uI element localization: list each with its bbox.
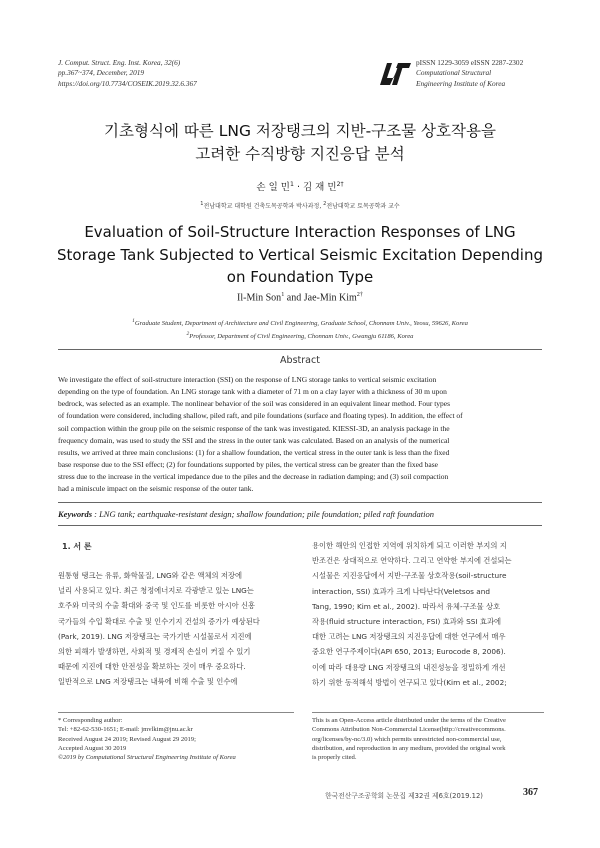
abstract-line: soil compaction within the group pile on the seismic response of the tank was investigated. KIESSI-3D, an analysis package in the bbox=[58, 423, 450, 433]
note-line: org/licenses/by-nc/3.0) which permits unrestricted non-commercial use, bbox=[312, 735, 502, 743]
society-line: Engineering Institute of Korea bbox=[416, 78, 506, 88]
author-separator: · bbox=[293, 182, 303, 193]
abstract-heading: Abstract bbox=[280, 355, 320, 366]
korean-title-line: 고려한 수직방향 지진응답 분석 bbox=[195, 145, 405, 163]
affiliation-sup: 1 bbox=[200, 201, 204, 207]
abstract-line: bedrock, was selected as an example. The nonlinear behavior of the soil was considered in an equivalent linear method. Four types bbox=[58, 399, 451, 409]
body-line: 하기 위한 동적해석 방법이 연구되고 있다(Kim et al., 2002; bbox=[312, 677, 507, 687]
body-line: 원통형 탱크는 유류, 화학물질, LNG와 같은 액체의 저장에 bbox=[58, 571, 243, 580]
abstract-body bbox=[58, 374, 542, 496]
body-line: 대한 고려는 LNG 저장탱크의 지진응답에 대한 연구에서 매우 bbox=[312, 632, 506, 642]
body-line: 이에 따라 대용량 LNG 저장탱크의 내진성능을 정밀하게 개선 bbox=[312, 662, 506, 672]
citation-line: J. Comput. Struct. Eng. Inst. Korea, 32(6) bbox=[58, 58, 181, 67]
license-note bbox=[312, 716, 544, 762]
author-sup: 2† bbox=[336, 180, 344, 188]
corresponding-note bbox=[58, 716, 294, 762]
abstract-top-rule bbox=[58, 349, 542, 350]
affiliation-text: 전남대학교 대학원 건축도목공학과 박사과정, bbox=[203, 203, 324, 210]
body-line: 용이한 해안의 인접한 지역에 위치하게 되고 이러한 부지의 지 bbox=[312, 541, 507, 550]
author-name: 손 일 민 bbox=[256, 182, 290, 193]
korean-affiliation bbox=[0, 201, 600, 210]
note-line: Commons Attribution Non-Commercial License(http://creativecommons. bbox=[312, 726, 506, 734]
footnote-rule-right bbox=[312, 712, 544, 713]
abstract-line: of foundation were considered, including shallow, piled raft, and pile foundations (surface and floating types). In addition, the effect of bbox=[58, 411, 463, 421]
author-name: Jae-Min Kim bbox=[303, 292, 357, 304]
author-name: Il-Min Son bbox=[237, 292, 282, 304]
korean-title bbox=[0, 120, 600, 166]
page-number: 367 bbox=[523, 787, 538, 798]
email-line[interactable]: Tel: +82-62-530-1651; E-mail: jmvlkim@jnu.ac.kr bbox=[58, 726, 193, 734]
affiliation-text: Graduate Student, Department of Architecture and Civil Engineering, Graduate School, Chonnam Univ., Yeosu, 59626, Korea bbox=[134, 320, 468, 328]
author-and: and bbox=[284, 292, 304, 304]
affiliation-line bbox=[0, 329, 600, 342]
body-line: 의한 피해가 발생하면, 사회적 및 경제적 손실이 커질 수 있기 bbox=[58, 647, 251, 657]
society-line: Computational Structural bbox=[416, 68, 492, 78]
body-line: 작용(fluid structure interaction, FSI) 효과와 SSI 효과에 bbox=[312, 617, 502, 627]
affiliation-sup: 1 bbox=[132, 318, 135, 324]
doi-link[interactable]: https://doi.org/10.7734/COSEIK.2019.32.6.367 bbox=[58, 78, 197, 88]
note-line: Received August 24 2019; Revised August 29 2019; bbox=[58, 735, 196, 743]
korean-authors bbox=[0, 179, 600, 193]
affiliation-text: Professor, Department of Civil Engineering, Chonnam Univ., Gwangju 61186, Korea bbox=[189, 333, 414, 341]
keywords-top-rule bbox=[58, 502, 542, 503]
affiliation-sup: 2 bbox=[323, 201, 327, 207]
copyright-line: ©2019 by Computational Structural Engineering Institute of Korea bbox=[58, 754, 236, 762]
right-column bbox=[312, 538, 544, 690]
footnote-rule-left bbox=[58, 712, 294, 713]
affiliation-text: 전남대학교 토목공학과 교수 bbox=[326, 203, 400, 210]
note-line: This is an Open-Access article distributed under the terms of the Creative bbox=[312, 717, 506, 724]
abstract-line: depending on the type of foundation. An LNG storage tank with a diameter of 71 m on a clay layer with a thickness of 30 m upon bbox=[58, 387, 447, 397]
body-line: 일반적으로 LNG 저장탱크는 내륙에 비해 수출 및 인수에 bbox=[58, 677, 238, 687]
keywords-bottom-rule bbox=[58, 525, 542, 526]
body-line: 널리 사용되고 있다. 최근 청정에너지로 각광받고 있는 LNG는 bbox=[58, 586, 254, 596]
note-line: * Corresponding author: bbox=[58, 717, 123, 724]
english-authors bbox=[0, 291, 600, 303]
abstract-line: We investigate the effect of soil-structure interaction (SSI) on the response of LNG storage tanks to vertical seismic excitation bbox=[58, 375, 437, 384]
keywords-line bbox=[58, 509, 542, 519]
body-line: Tang, 1990; Kim et al., 2002). 따라서 유체-구조물 상호 bbox=[312, 601, 501, 611]
english-title bbox=[0, 221, 600, 289]
body-line: 시설물은 지진응답에서 지반-구조물 상호작용(soil-structure bbox=[312, 571, 507, 581]
abstract-line: frequency domain, was used to study the SSI and the stress in the outer tank was calculated. Based on an analysis of the numerical bbox=[58, 435, 450, 445]
body-line: 국가들의 수입 확대로 수출 및 인수기지 건설의 증가가 예상된다 bbox=[58, 616, 260, 626]
body-line: (Park, 2019). LNG 저장탱크는 국가기반 시설물로서 지진에 bbox=[58, 631, 252, 641]
english-affiliations bbox=[0, 316, 600, 342]
body-line: 반조건은 상대적으로 연약하다. 그리고 연약한 부지에 건설되는 bbox=[312, 556, 512, 566]
english-title-line: on Foundation Type bbox=[226, 268, 374, 286]
body-line: 때문에 지진에 대한 안전성을 확보하는 것이 매우 중요하다. bbox=[58, 662, 246, 672]
english-title-line: Evaluation of Soil-Structure Interaction Responses of LNG bbox=[84, 223, 516, 241]
keywords-label: Keywords bbox=[58, 509, 92, 519]
body-line: interaction, SSI) 효과가 크게 나타난다(Veletsos and bbox=[312, 586, 491, 596]
english-title-line: Storage Tank Subjected to Vertical Seismic Excitation Depending bbox=[57, 245, 543, 264]
coseik-logo-icon bbox=[378, 60, 412, 86]
note-line: distribution, and reproduction in any medium, provided the original work bbox=[312, 744, 506, 752]
author-sup: 1 bbox=[289, 180, 294, 188]
abstract-line: results, we arrived at three main conclusions: (1) for a shallow foundation, the vertical stress in the outer tank is less than the fixed bbox=[58, 447, 450, 457]
note-line: Accepted August 30 2019 bbox=[58, 744, 127, 752]
footer-journal: 한국전산구조공학회 논문집 제32권 제6호(2019.12) bbox=[325, 792, 483, 800]
body-line: 호주와 미국의 수출 확대와 중국 및 인도를 비롯한 아시아 신흥 bbox=[58, 601, 256, 611]
abstract-line: base response due to the SSI effect; (2) for foundations supported by piles, the vertical stress can be greater than the fixed base bbox=[58, 460, 438, 470]
author-name: 김 재 민 bbox=[302, 182, 337, 193]
issn-block bbox=[416, 58, 523, 89]
author-sup: 2† bbox=[356, 291, 363, 298]
citation-line: pp.367~374, December, 2019 bbox=[58, 68, 145, 78]
section-heading: 1. 서 론 bbox=[62, 542, 92, 551]
abstract-line: stress due to the increase in the vertical impedance due to the piles and the decrease in radiation damping; and (3) soil compaction bbox=[58, 472, 449, 482]
keywords-text: : LNG tank; earthquake-resistant design; shallow foundation; pile foundation; piled raft foundation bbox=[92, 509, 435, 519]
abstract-line: had a miniscule impact on the seismic response of the outer tank. bbox=[58, 484, 254, 494]
issn-line: pISSN 1229-3059 eISSN 2287-2302 bbox=[416, 58, 524, 67]
journal-citation bbox=[58, 58, 197, 89]
body-line: 중요한 연구주제이다(API 650, 2013; Eurocode 8, 2006). bbox=[312, 647, 506, 657]
affiliation-line bbox=[0, 316, 600, 329]
affiliation-sup: 2 bbox=[186, 331, 190, 338]
left-column bbox=[58, 568, 294, 690]
note-line: is properly cited. bbox=[312, 754, 357, 762]
author-sup: 1 bbox=[281, 291, 285, 298]
korean-title-line: 기초형식에 따른 LNG 저장탱크의 지반-구조물 상호작용을 bbox=[104, 122, 496, 140]
